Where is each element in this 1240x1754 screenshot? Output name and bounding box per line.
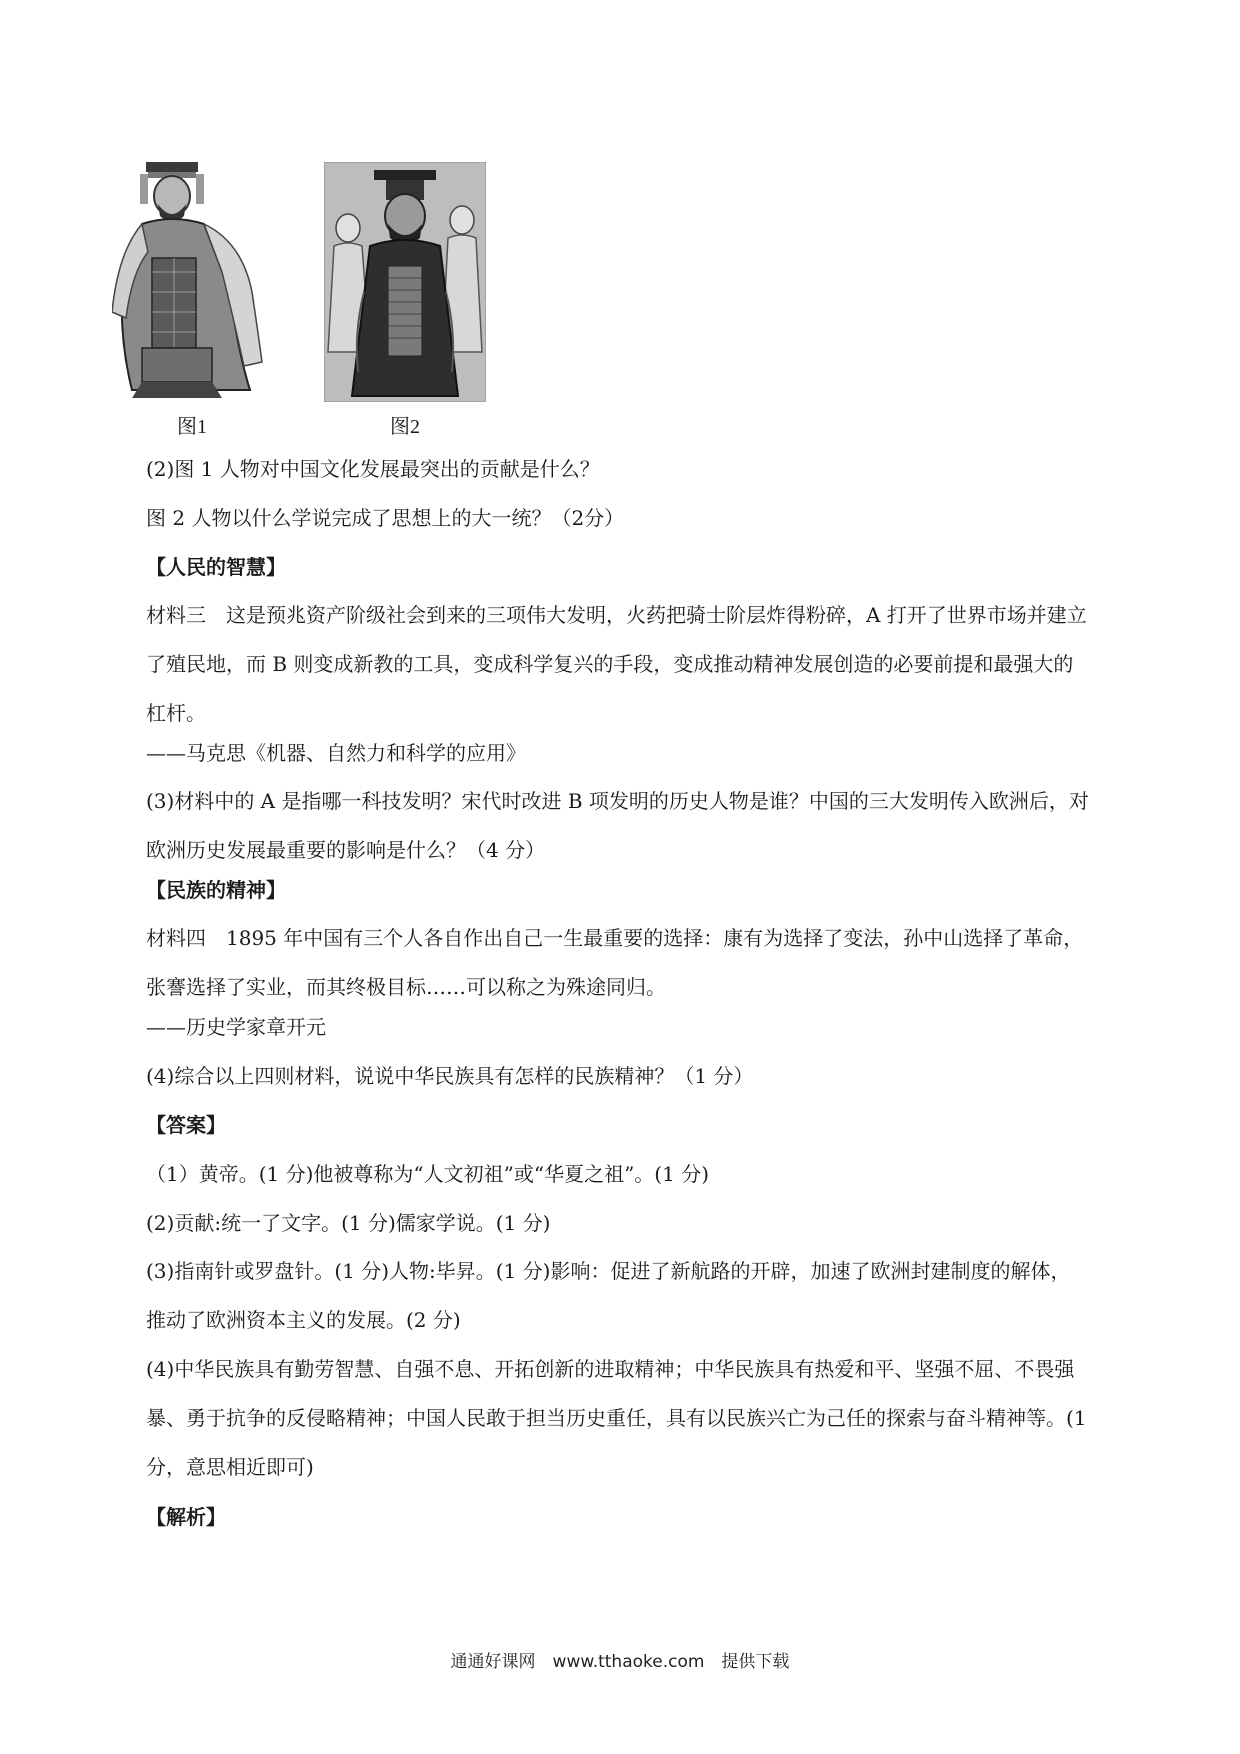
answer-4-line-2: 暴、勇于抗争的反侵略精神；中国人民敢于担当历史重任，具有以民族兴亡为己任的探索与奋斗精神等。(1 (146, 1406, 1087, 1430)
answer-4-line-3: 分，意思相近即可) (146, 1455, 314, 1479)
figure-1 (112, 162, 272, 438)
material-4-line-1: 材料四 1895 年中国有三个人各自作出自己一生最重要的选择：康有为选择了变法，孙中山选择了革命， (146, 926, 1084, 950)
answer-3-line-2: 推动了欧洲资本主义的发展。(2 分) (146, 1308, 461, 1332)
answer-3-line-1: (3)指南针或罗盘针。(1 分)人物:毕昇。(1 分)影响：促进了新航路的开辟，加速了欧洲封建制度的解体， (146, 1259, 1071, 1283)
material-3-line-2: 了殖民地，而 B 则变成新教的工具，变成科学复兴的手段，变成推动精神发展创造的必要前提和最强大的 (146, 652, 1074, 676)
section-heading-people: 【人民的智慧】 (146, 555, 286, 579)
question-2-line-2: 图 2 人物以什么学说完成了思想上的大一统？（2分） (146, 506, 625, 530)
answer-4-line-1: (4)中华民族具有勤劳智慧、自强不息、开拓创新的进取精神；中华民族具有热爱和平、坚强不屈、不畏强 (146, 1357, 1075, 1381)
answer-1: （1）黄帝。(1 分)他被尊称为“人文初祖”或“华夏之祖”。(1 分) (146, 1162, 709, 1186)
material-3-source: ——马克思《机器、自然力和科学的应用》 (146, 741, 526, 765)
answer-2: (2)贡献:统一了文字。(1 分)儒家学说。(1 分) (146, 1211, 551, 1235)
question-3 (146, 777, 1126, 875)
section-heading-analysis: 【解析】 (146, 1505, 226, 1529)
material-4-line-2: 张謇选择了实业，而其终极目标……可以称之为殊途同归。 (146, 975, 666, 999)
figure-2 (324, 162, 486, 438)
document-body (146, 454, 1126, 1551)
emperor-with-attendants-icon (324, 162, 486, 402)
material-3-line-3: 杠杆。 (146, 701, 206, 725)
material-3 (146, 591, 1126, 738)
figure-2-caption: 图2 (390, 416, 420, 438)
question-3-line-1: (3)材料中的 A 是指哪一科技发明？宋代时改进 B 项发明的历史人物是谁？中国的三大发明传入欧洲后，对 (146, 789, 1089, 813)
material-4 (146, 914, 1126, 1012)
figure-1-caption: 图1 (177, 416, 207, 438)
answer-3 (146, 1247, 1126, 1345)
question-3-line-2: 欧洲历史发展最重要的影响是什么？（4 分） (146, 838, 546, 862)
question-2-line-1: (2)图 1 人物对中国文化发展最突出的贡献是什么？ (146, 457, 600, 481)
figure-group (112, 162, 492, 444)
section-heading-answer: 【答案】 (146, 1113, 226, 1137)
material-4-source: ——历史学家章开元 (146, 1015, 326, 1039)
page-footer: 通通好课网 www.tthaoke.com 提供下载 (450, 1652, 790, 1672)
material-3-line-1: 材料三 这是预兆资产阶级社会到来的三项伟大发明，火药把骑士阶层炸得粉碎，A 打开了世界市场并建立 (146, 603, 1087, 627)
question-4: (4)综合以上四则材料，说说中华民族具有怎样的民族精神？（1 分） (146, 1064, 754, 1088)
section-heading-nation: 【民族的精神】 (146, 878, 286, 902)
ancient-emperor-portrait-icon (112, 162, 272, 402)
answer-4 (146, 1345, 1126, 1492)
